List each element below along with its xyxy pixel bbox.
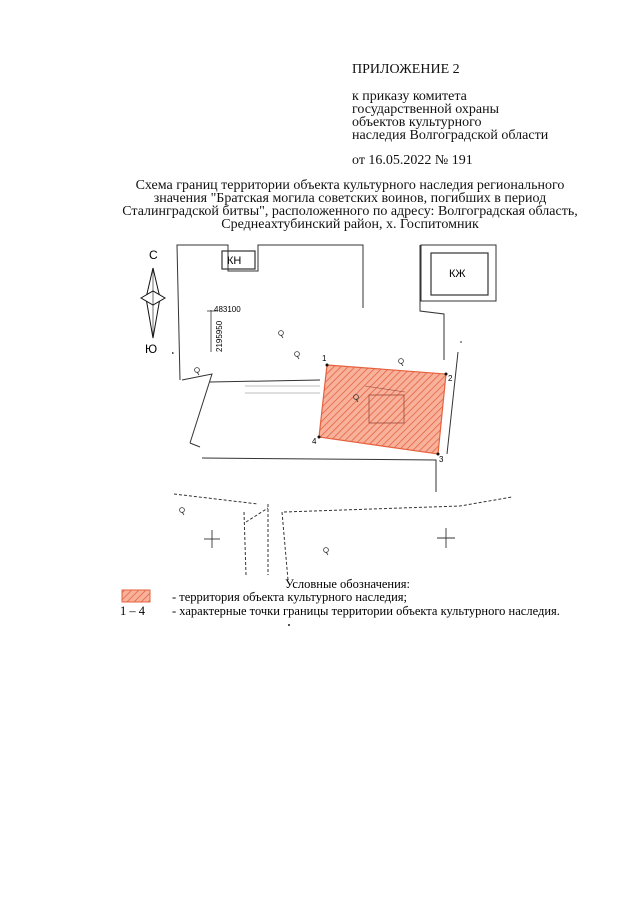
order-line-4: наследия Волгоградской области bbox=[352, 128, 549, 143]
legend-points-text: - характерные точки границы территории объекта культурного наследия. bbox=[172, 604, 560, 618]
north-arrow-icon bbox=[141, 268, 165, 338]
legend-points-symbol: 1 – 4 bbox=[120, 604, 145, 618]
boundary-point-4 bbox=[318, 436, 321, 439]
scheme-title-line-2: значения "Братская могила советских воинов, погибших в период bbox=[153, 191, 547, 206]
scheme-title-line-3: Сталинградской битвы", расположенного по адресу: Волгоградская область, bbox=[122, 204, 578, 219]
south-label: Ю bbox=[145, 342, 158, 356]
boundary-point-3-label: 3 bbox=[439, 455, 444, 464]
order-line-2: государственной охраны bbox=[352, 102, 500, 117]
access-path bbox=[245, 386, 320, 393]
cross-icon bbox=[204, 528, 455, 548]
order-line-3: объектов культурного bbox=[352, 115, 482, 130]
boundary-point-2-label: 2 bbox=[448, 374, 453, 383]
scheme-title-line-4: Среднеахтубинский район, х. Госпитомник bbox=[221, 217, 479, 232]
street-outlines bbox=[177, 245, 462, 492]
coordinate-y-label: 2195950 bbox=[215, 320, 224, 352]
north-label: С bbox=[149, 248, 158, 262]
legend-territory-text: - территория объекта культурного наследия; bbox=[172, 590, 408, 604]
boundary-point-1-label: 1 bbox=[322, 354, 327, 363]
building-kzh-label: КЖ bbox=[449, 268, 466, 280]
map-mark bbox=[172, 352, 174, 354]
building-kn-label: КН bbox=[227, 255, 242, 267]
legend-territory-swatch bbox=[122, 590, 150, 602]
coordinate-x-label: 483100 bbox=[214, 305, 241, 314]
heritage-territory bbox=[319, 365, 446, 454]
appendix-label: ПРИЛОЖЕНИЕ 2 bbox=[352, 62, 460, 77]
boundary-point-1 bbox=[326, 364, 329, 367]
boundary-point-4-label: 4 bbox=[312, 437, 317, 446]
legend-title: Условные обозначения: bbox=[285, 577, 411, 591]
road-edges bbox=[174, 494, 512, 580]
order-line-1: к приказу комитета bbox=[352, 89, 467, 104]
scheme-title-line-1: Схема границ территории объекта культурного наследия регионального bbox=[135, 178, 565, 193]
order-date: от 16.05.2022 № 191 bbox=[352, 153, 473, 168]
map-mark bbox=[288, 624, 290, 626]
